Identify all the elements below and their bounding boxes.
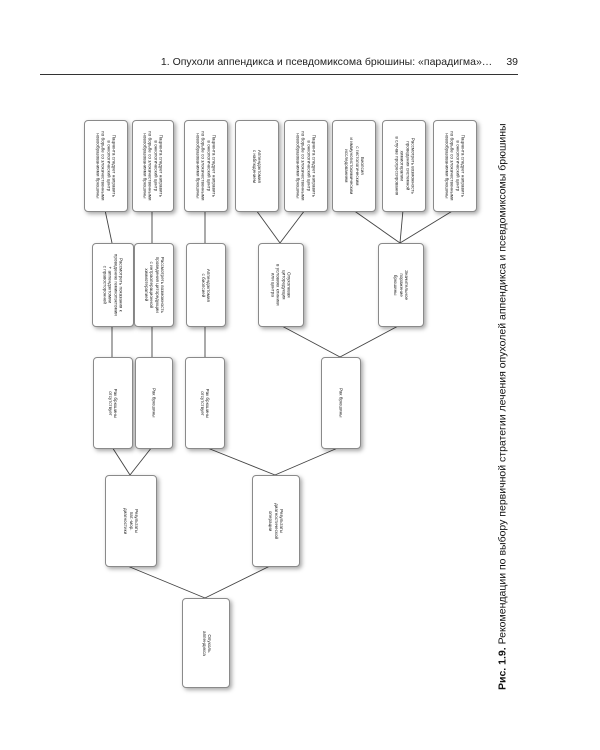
caption-label: Рис. 1.9. [496,647,509,690]
node-results-pathology: Результаты пат.-мор. диагностики [105,475,157,567]
node-refer-center-1: Пациента следует направить в онкологический центр по борьбе со злокачественными новообразованиями брюшины [84,120,128,212]
node-results-diagnostic-surgery: Результаты диагностической операции [252,475,300,567]
node-appendectomy-biopsy: Аппендэктомия с биопсией [186,243,226,327]
node-hemicolectomy-options: Рассмотреть показания к проведению гемиколэктомии + аппендэктомии с правосторонней [92,243,134,327]
edge-path-crb1 [112,447,130,475]
edge-resectable-refer4 [280,210,305,243]
edge-unresectable-refer5 [400,210,454,243]
edge-resectable-obs [256,210,280,243]
node-resectable: Опухолевая циторедукция в условиях клиники или центра [258,243,304,327]
node-refer-center-3: Пациента следует направить в онкологический центр по борьбе со злокачественными новообразованиями брюшины [184,120,228,212]
page-number: 39 [506,56,518,68]
node-extensive-involvement: Значительное поражение брюшины [378,243,424,327]
edge-hemicol-refer1 [105,210,112,243]
edge-root-results-path [125,565,205,598]
edge-path-crb2 [130,447,152,475]
edge-diag-crb4 [275,447,340,475]
node-refer-center-2: Пациента следует направить в онкологический центр по борьбе со злокачественными новообразованиями брюшины [132,120,174,212]
node-no-peritoneal-cancer-2: Рак брюшины отсутствует [185,357,225,449]
node-appendectomy-observation: Аппендэктомия с наблюдением [235,120,279,212]
node-biopsy: Биопсия с гистологическим и иммуногистохимическим исследованием [332,120,376,212]
edge-root-results-diag [205,565,272,598]
node-refer-center-5: Пациента следует направить в онкологический центр по борьбе со злокачественными новообразованиями брюшины [433,120,477,212]
node-peritoneal-cancer-2: Рак брюшины [321,357,361,449]
node-refer-center-4: Пациента следует направить в онкологический центр по борьбе со злокачественными новообразованиями брюшины [284,120,328,212]
node-consider-hipec: Рассмотреть возможность проведения циторедукции с интраоперационной химиотерапией [134,243,174,327]
edge-unresectable-biopsy [353,210,400,243]
figure-caption [481,80,525,700]
running-title: 1. Опухоли аппендикса и псевдомиксома брюшины: «парадигма»… [160,56,493,68]
node-consider-chemotherapy: Рассмотреть возможность проведения системной химиотерапии в случае прогрессирования [382,120,426,212]
edge-crb4-resectable [280,325,340,357]
caption-text: Рекомендации по выбору первичной стратегии лечения опухолей аппендикса и псевдомиксомы брюшины [496,123,509,645]
node-peritoneal-cancer-1: Рак брюшины [135,357,173,449]
edge-crb4-unresectable [340,325,400,357]
edge-unresectable-chemo [400,210,403,243]
edge-diag-crb3 [205,447,275,475]
node-no-peritoneal-cancer-1: Рак брюшины отсутствует [93,357,133,449]
node-root: Опухоль аппендикса [182,598,230,688]
